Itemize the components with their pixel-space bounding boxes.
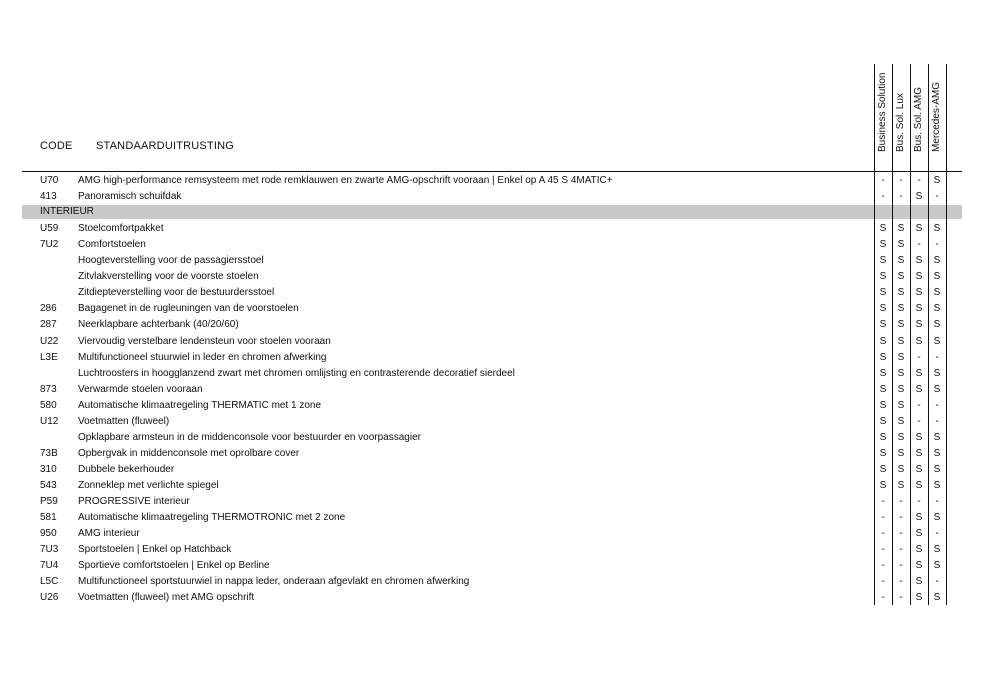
- availability-cell: S: [879, 415, 887, 427]
- column-header-bus-sol-lux: Bus. Sol. Lux: [895, 93, 906, 152]
- availability-cell: -: [881, 175, 885, 186]
- option-description: Multifunctioneel stuurwiel in leder en chromen afwerking: [78, 351, 327, 363]
- table-row: [22, 317, 962, 333]
- availability-cell: S: [933, 271, 941, 283]
- availability-cell: S: [915, 447, 923, 459]
- availability-cell: S: [915, 544, 923, 556]
- option-description: Sportieve comfortstoelen | Enkel op Berline: [78, 560, 270, 572]
- option-description: Zitvlakverstelling voor de voorste stoelen: [78, 271, 259, 283]
- availability-cell: S: [933, 335, 941, 347]
- table-row: [22, 350, 962, 366]
- availability-cell: -: [917, 175, 921, 186]
- option-code: 950: [40, 528, 57, 540]
- availability-cell: -: [917, 351, 921, 363]
- option-code: 7U3: [40, 544, 59, 556]
- availability-cell: -: [899, 528, 903, 540]
- availability-cell: S: [915, 576, 923, 588]
- availability-cell: -: [899, 544, 903, 556]
- option-description: Zonneklep met verlichte spiegel: [78, 479, 219, 491]
- availability-cell: S: [897, 351, 905, 363]
- availability-cell: S: [879, 463, 887, 475]
- availability-cell: -: [881, 592, 885, 604]
- availability-cell: S: [879, 431, 887, 443]
- table-row: [22, 398, 962, 414]
- option-description: Opklapbare armsteun in de middenconsole voor bestuurder en voorpassagier: [78, 431, 421, 443]
- availability-cell: -: [899, 191, 903, 203]
- table-row: [22, 494, 962, 510]
- table-row: [22, 366, 962, 382]
- option-description: Dubbele bekerhouder: [78, 463, 175, 475]
- option-description: AMG interieur: [78, 528, 140, 540]
- option-description: Stoelcomfortpakket: [78, 223, 164, 235]
- availability-cell: S: [933, 431, 941, 443]
- availability-cell: -: [935, 239, 939, 251]
- availability-cell: S: [879, 447, 887, 459]
- option-code: 580: [40, 399, 57, 411]
- option-description: Voetmatten (fluweel): [78, 415, 170, 427]
- table-row: [22, 301, 962, 317]
- availability-cell: S: [897, 335, 905, 347]
- option-code: U22: [40, 335, 59, 347]
- table-row: [22, 430, 962, 446]
- option-description: Hoogteverstelling voor de passagiersstoel: [78, 255, 264, 267]
- table-row: [22, 237, 962, 253]
- availability-cell: S: [879, 367, 887, 379]
- option-description: Neerklapbare achterbank (40/20/60): [78, 319, 239, 331]
- option-description: PROGRESSIVE interieur: [78, 496, 190, 507]
- availability-cell: S: [879, 319, 887, 331]
- availability-cell: S: [879, 351, 887, 363]
- availability-cell: S: [915, 223, 923, 235]
- availability-cell: -: [881, 560, 885, 572]
- availability-cell: -: [935, 528, 939, 540]
- option-code: 286: [40, 303, 57, 315]
- availability-cell: S: [897, 431, 905, 443]
- availability-cell: S: [915, 191, 923, 203]
- availability-cell: S: [897, 271, 905, 283]
- availability-cell: -: [881, 191, 885, 203]
- availability-cell: S: [915, 560, 923, 572]
- availability-cell: S: [897, 239, 905, 251]
- option-code: 581: [40, 512, 57, 524]
- table-row: [22, 542, 962, 558]
- column-header-business-solution: Business Solution: [877, 72, 888, 152]
- availability-cell: S: [879, 287, 887, 299]
- section-header-row: [22, 205, 962, 219]
- availability-cell: S: [933, 367, 941, 379]
- table-row: [22, 269, 962, 285]
- availability-cell: S: [933, 560, 941, 572]
- table-row: [22, 285, 962, 301]
- table-row: [22, 558, 962, 574]
- table-row: [22, 446, 962, 462]
- availability-cell: S: [915, 479, 923, 491]
- option-description: Zitdiepteverstelling voor de bestuurdersstoel: [78, 287, 275, 299]
- availability-cell: S: [915, 463, 923, 475]
- option-description: AMG high-performance remsysteem met rode remklauwen en zwarte AMG-opschrift vooraan | Enkel op A 45 S 4MATIC+: [78, 175, 613, 186]
- availability-cell: S: [897, 415, 905, 427]
- availability-cell: S: [915, 319, 923, 331]
- option-description: Panoramisch schuifdak: [78, 191, 182, 203]
- header-rule: [22, 171, 962, 172]
- column-header-bus-sol-amg: Bus. Sol. AMG: [913, 86, 924, 152]
- availability-cell: S: [897, 479, 905, 491]
- table-row: [22, 462, 962, 478]
- availability-cell: S: [915, 528, 923, 540]
- option-code: 413: [40, 191, 57, 203]
- availability-cell: S: [897, 447, 905, 459]
- availability-cell: -: [881, 528, 885, 540]
- availability-cell: S: [915, 271, 923, 283]
- availability-cell: -: [917, 399, 921, 411]
- option-code: P59: [40, 496, 58, 507]
- option-code: 7U2: [40, 239, 59, 251]
- availability-cell: S: [879, 223, 887, 235]
- option-code: L3E: [40, 351, 58, 363]
- availability-cell: S: [879, 271, 887, 283]
- option-code: 7U4: [40, 560, 59, 572]
- availability-cell: S: [915, 512, 923, 524]
- availability-cell: -: [881, 576, 885, 588]
- option-description: Automatische klimaatregeling THERMOTRONIC met 2 zone: [78, 512, 346, 524]
- availability-cell: -: [917, 415, 921, 427]
- code-header: CODE: [40, 140, 73, 152]
- table-row: [22, 334, 962, 350]
- availability-cell: S: [933, 383, 941, 395]
- column-divider: [874, 64, 875, 605]
- option-code: 287: [40, 319, 57, 331]
- availability-cell: -: [881, 544, 885, 556]
- table-row: [22, 590, 962, 606]
- availability-cell: S: [897, 463, 905, 475]
- availability-cell: -: [899, 560, 903, 572]
- availability-cell: S: [915, 431, 923, 443]
- availability-cell: S: [933, 319, 941, 331]
- availability-cell: -: [881, 512, 885, 524]
- availability-cell: -: [881, 496, 885, 507]
- availability-cell: -: [935, 576, 939, 588]
- option-description: Sportstoelen | Enkel op Hatchback: [78, 544, 232, 556]
- availability-cell: S: [915, 287, 923, 299]
- availability-cell: -: [899, 175, 903, 186]
- availability-cell: S: [933, 544, 941, 556]
- availability-cell: -: [899, 512, 903, 524]
- availability-cell: S: [897, 383, 905, 395]
- column-divider: [910, 64, 911, 605]
- option-description: Voetmatten (fluweel) met AMG opschrift: [78, 592, 255, 604]
- availability-cell: S: [897, 399, 905, 411]
- availability-cell: S: [933, 479, 941, 491]
- availability-cell: S: [915, 367, 923, 379]
- availability-cell: -: [899, 496, 903, 507]
- availability-cell: S: [897, 255, 905, 267]
- option-code: 543: [40, 479, 57, 491]
- standard-equipment-header: STANDAARDUITRUSTING: [96, 140, 235, 152]
- availability-cell: S: [897, 367, 905, 379]
- option-description: Opbergvak in middenconsole met oprolbare cover: [78, 447, 300, 459]
- availability-cell: S: [933, 223, 941, 235]
- availability-cell: S: [879, 399, 887, 411]
- availability-cell: S: [879, 255, 887, 267]
- option-description: Verwarmde stoelen vooraan: [78, 383, 203, 395]
- option-description: Automatische klimaatregeling THERMATIC met 1 zone: [78, 399, 322, 411]
- table-row: [22, 414, 962, 430]
- option-code: U26: [40, 592, 59, 604]
- column-divider: [946, 64, 947, 605]
- column-divider: [928, 64, 929, 605]
- table-row: [22, 526, 962, 542]
- availability-cell: S: [933, 512, 941, 524]
- table-row: [22, 382, 962, 398]
- availability-cell: S: [915, 335, 923, 347]
- availability-cell: S: [879, 239, 887, 251]
- availability-cell: -: [935, 415, 939, 427]
- availability-cell: -: [935, 496, 939, 507]
- availability-cell: S: [933, 303, 941, 315]
- availability-cell: S: [933, 592, 941, 604]
- table-row: [22, 510, 962, 526]
- column-header-mercedes-amg: Mercedes-AMG: [931, 81, 942, 152]
- option-code: U12: [40, 415, 59, 427]
- availability-cell: S: [933, 175, 941, 186]
- availability-cell: S: [879, 479, 887, 491]
- table-row: [22, 173, 962, 189]
- availability-cell: -: [935, 351, 939, 363]
- availability-cell: -: [899, 592, 903, 604]
- availability-cell: S: [897, 303, 905, 315]
- option-code: 73B: [40, 447, 58, 459]
- availability-cell: S: [933, 255, 941, 267]
- availability-cell: S: [897, 223, 905, 235]
- table-row: [22, 221, 962, 237]
- availability-cell: S: [915, 592, 923, 604]
- availability-cell: S: [933, 447, 941, 459]
- availability-cell: S: [915, 255, 923, 267]
- availability-cell: S: [933, 463, 941, 475]
- option-code: U70: [40, 175, 59, 186]
- availability-cell: S: [897, 319, 905, 331]
- availability-cell: S: [879, 383, 887, 395]
- section-title: INTERIEUR: [40, 206, 94, 218]
- option-description: Comfortstoelen: [78, 239, 146, 251]
- column-divider: [892, 64, 893, 605]
- table-row: [22, 189, 962, 205]
- availability-cell: S: [915, 303, 923, 315]
- option-code: U59: [40, 223, 59, 235]
- availability-cell: -: [935, 399, 939, 411]
- option-description: Luchtroosters in hoogglanzend zwart met chromen omlijsting en contrasterende decoratief sierdeel: [78, 367, 515, 379]
- availability-cell: S: [879, 303, 887, 315]
- table-row: [22, 574, 962, 590]
- table-row: [22, 253, 962, 269]
- option-description: Multifunctioneel sportstuurwiel in nappa leder, onderaan afgevlakt en chromen afwerking: [78, 576, 470, 588]
- availability-cell: S: [897, 287, 905, 299]
- availability-cell: S: [879, 335, 887, 347]
- availability-cell: -: [917, 496, 921, 507]
- availability-cell: S: [915, 383, 923, 395]
- availability-cell: -: [917, 239, 921, 251]
- availability-cell: -: [899, 576, 903, 588]
- option-description: Viervoudig verstelbare lendensteun voor stoelen vooraan: [78, 335, 331, 347]
- option-description: Bagagenet in de rugleuningen van de voorstoelen: [78, 303, 299, 315]
- table-row: [22, 478, 962, 494]
- option-code: 310: [40, 463, 57, 475]
- availability-cell: -: [935, 191, 939, 203]
- option-code: 873: [40, 383, 57, 395]
- option-code: L5C: [40, 576, 59, 588]
- availability-cell: S: [933, 287, 941, 299]
